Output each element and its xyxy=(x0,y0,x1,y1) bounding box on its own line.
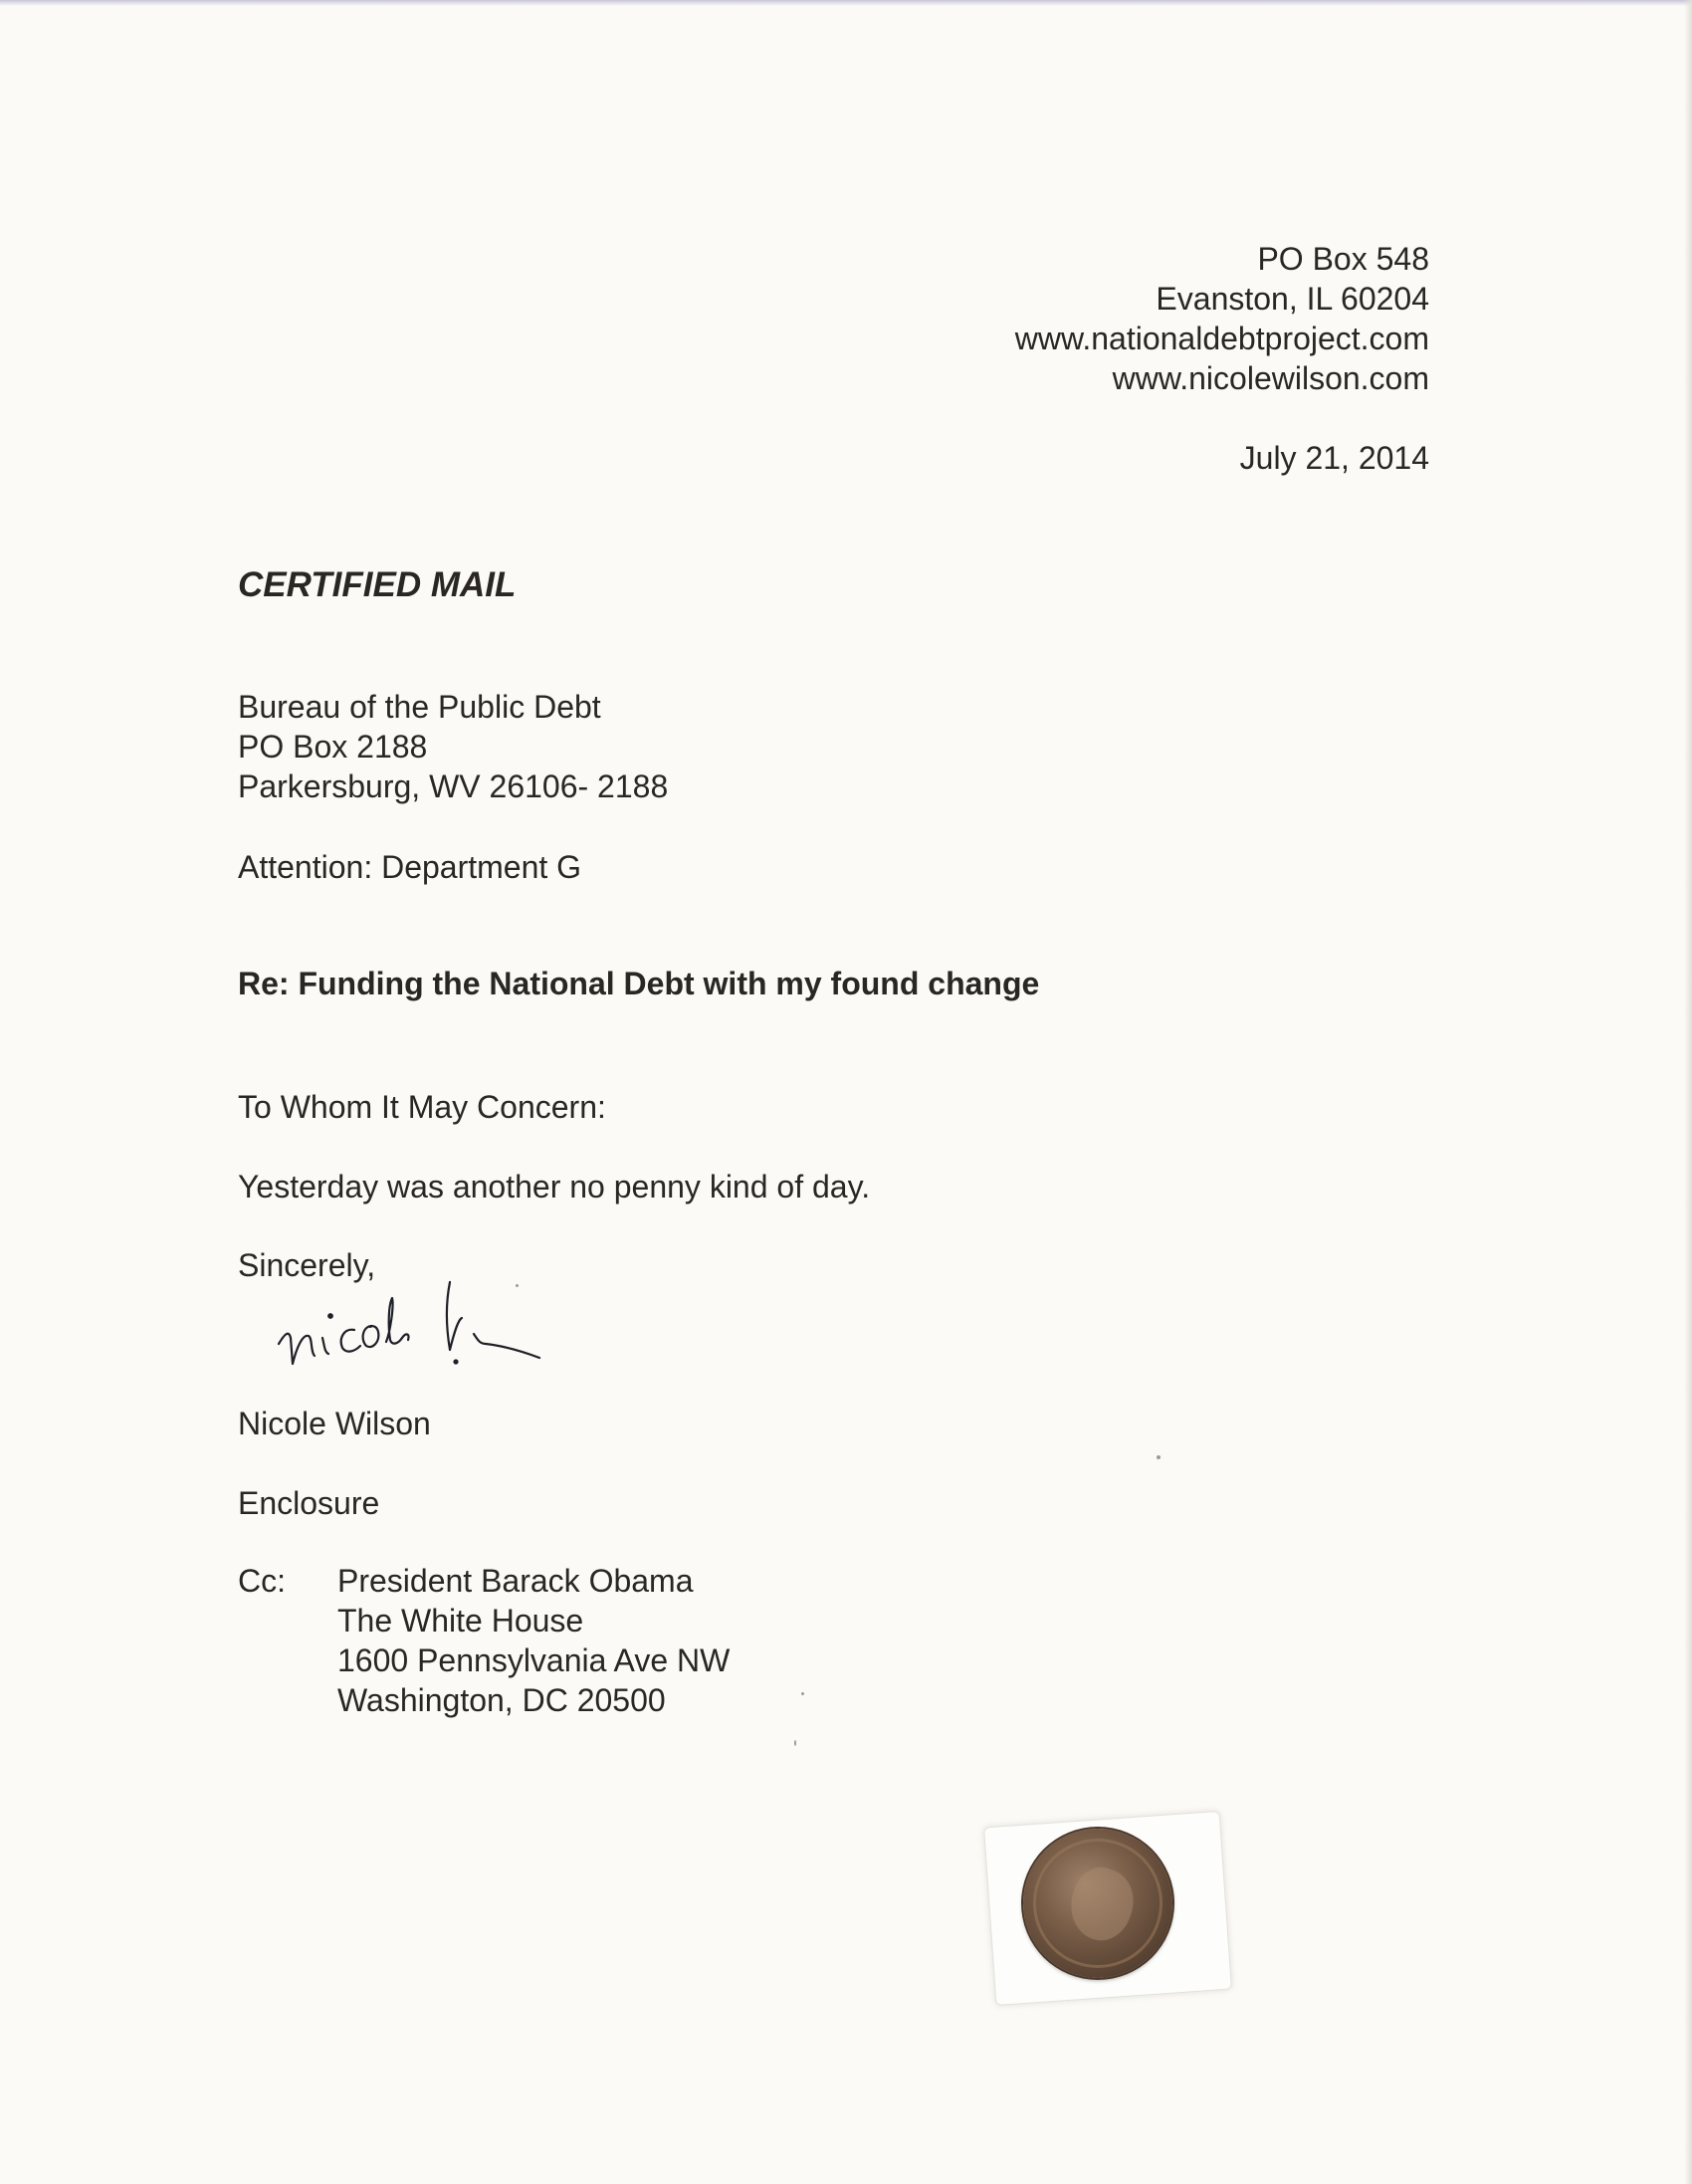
paper-speck xyxy=(1157,1455,1161,1459)
sender-address xyxy=(1015,239,1429,398)
cc-label: Cc: xyxy=(238,1563,286,1599)
penny-coin xyxy=(1023,1829,1172,1978)
sender-website-line: www.nicolewilson.com xyxy=(1112,360,1429,396)
sender-address-line: Evanston, IL 60204 xyxy=(1156,281,1429,317)
enclosed-penny xyxy=(989,1807,1228,2006)
printed-name: Nicole Wilson xyxy=(238,1406,431,1441)
paper-speck xyxy=(794,1740,796,1746)
cc-line: The White House xyxy=(337,1603,584,1638)
cc-line: Washington, DC 20500 xyxy=(337,1682,666,1718)
subject-line: Re: Funding the National Debt with my found change xyxy=(238,966,1040,1001)
enclosure-note: Enclosure xyxy=(238,1485,380,1521)
sender-website-line: www.nationaldebtproject.com xyxy=(1014,321,1429,356)
body-paragraph: Yesterday was another no penny kind of day. xyxy=(238,1169,871,1204)
cc-line: 1600 Pennsylvania Ave NW xyxy=(337,1642,731,1678)
salutation: To Whom It May Concern: xyxy=(238,1089,606,1125)
recipient-address xyxy=(238,687,668,806)
recipient-line: Bureau of the Public Debt xyxy=(238,689,601,725)
recipient-line: Parkersburg, WV 26106- 2188 xyxy=(238,768,669,804)
handwritten-signature xyxy=(275,1272,653,1402)
closing: Sincerely, xyxy=(238,1247,376,1283)
cc-address xyxy=(337,1561,730,1720)
cc-line: President Barack Obama xyxy=(337,1563,694,1599)
sender-address-line: PO Box 548 xyxy=(1257,241,1429,277)
recipient-line: PO Box 2188 xyxy=(238,729,428,764)
paper-speck xyxy=(516,1284,519,1287)
coin-relief xyxy=(1061,1860,1144,1949)
delivery-method: CERTIFIED MAIL xyxy=(238,565,517,604)
attention-line: Attention: Department G xyxy=(238,849,582,885)
letter-date: July 21, 2014 xyxy=(1239,440,1429,476)
paper-speck xyxy=(801,1692,804,1695)
